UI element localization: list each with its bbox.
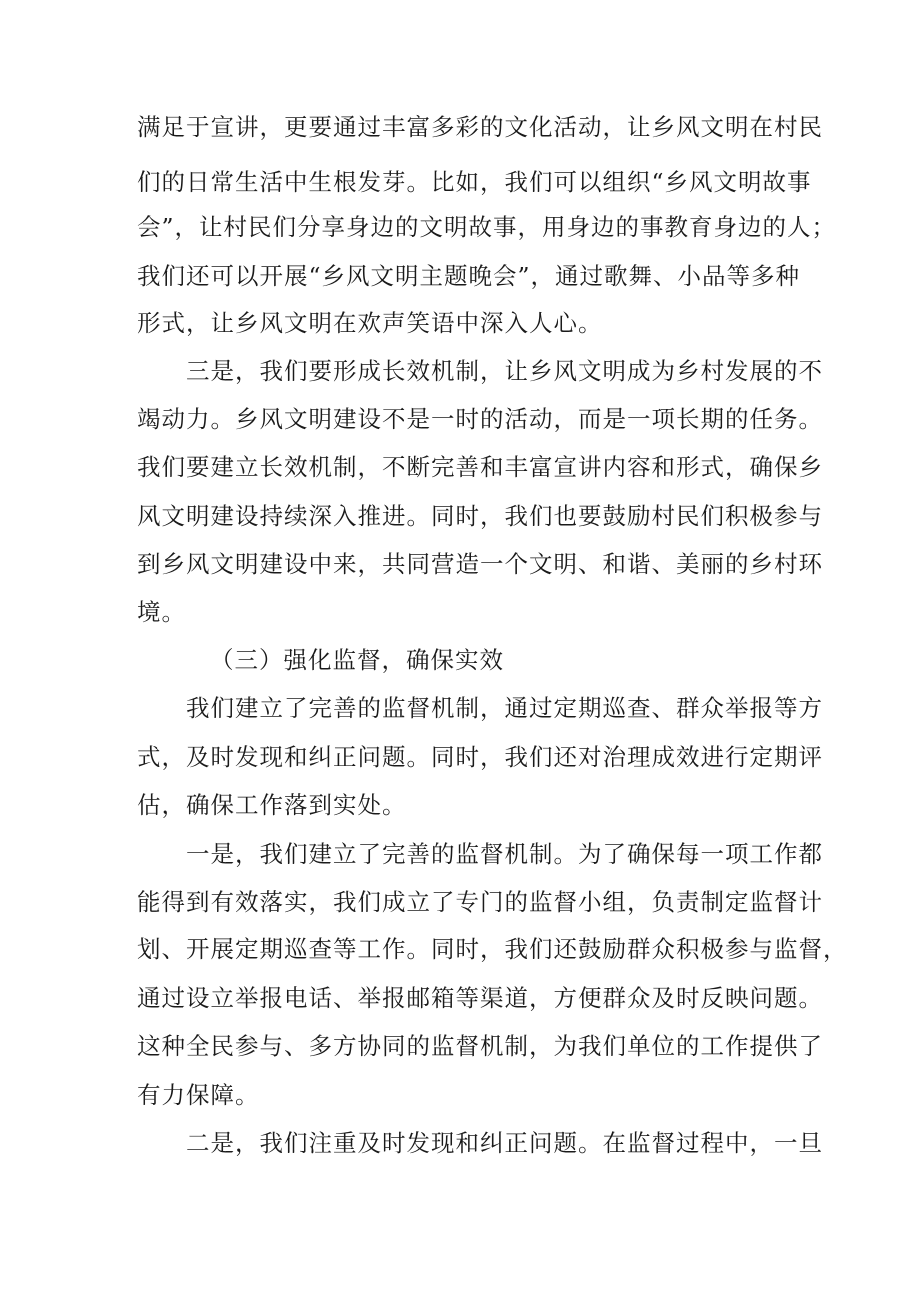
paragraph-start-line: 我们建立了完善的监督机制，通过定期巡查、群众举报等方 (186, 694, 823, 722)
body-text-line: 我们还可以开展“乡风文明主题晚会”，通过歌舞、小品等多种 (137, 262, 801, 290)
body-text-line: 有力保障。 (137, 1081, 260, 1109)
body-text-line: 满足于宣讲，更要通过丰富多彩的文化活动，让乡风文明在村民 (137, 113, 823, 141)
section-heading: （三）强化监督，确保实效 (210, 646, 504, 674)
paragraph-start-line: 二是，我们注重及时发现和纠正问题。在监督过程中，一旦 (186, 1129, 823, 1157)
body-text-line: 竭动力。乡风文明建设不是一时的活动，而是一项长期的任务。 (137, 405, 823, 433)
paragraph-start-line: 三是，我们要形成长效机制，让乡风文明成为乡村发展的不 (186, 357, 823, 385)
body-text-line: 通过设立举报电话、举报邮箱等渠道，方便群众及时反映问题。 (137, 984, 823, 1012)
body-text-line: 这种全民参与、多方协同的监督机制，为我们单位的工作提供了 (137, 1032, 823, 1060)
body-text-line: 式，及时发现和纠正问题。同时，我们还对治理成效进行定期评 (137, 743, 823, 771)
body-text-line: 风文明建设持续深入推进。同时，我们也要鼓励村民们积极参与 (137, 502, 823, 530)
body-text-line: 估，确保工作落到实处。 (137, 791, 407, 819)
body-text-line: 划、开展定期巡查等工作。同时，我们还鼓励群众积极参与监督， (137, 935, 848, 963)
paragraph-start-line: 一是，我们建立了完善的监督机制。为了确保每一项工作都 (186, 840, 823, 868)
body-text-line: 会”，让村民们分享身边的文明故事，用身边的事教育身边的人； (137, 213, 837, 241)
body-text-line: 能得到有效落实，我们成立了专门的监督小组，负责制定监督计 (137, 888, 823, 916)
body-text-line: 到乡风文明建设中来，共同营造一个文明、和谐、美丽的乡村环 (137, 550, 823, 578)
body-text-line: 们的日常生活中生根发芽。比如，我们可以组织“乡风文明故事 (137, 168, 812, 196)
body-text-line: 形式，让乡风文明在欢声笑语中深入人心。 (137, 309, 603, 337)
body-text-line: 境。 (137, 598, 186, 626)
body-text-line: 我们要建立长效机制，不断完善和丰富宣讲内容和形式，确保乡 (137, 453, 823, 481)
